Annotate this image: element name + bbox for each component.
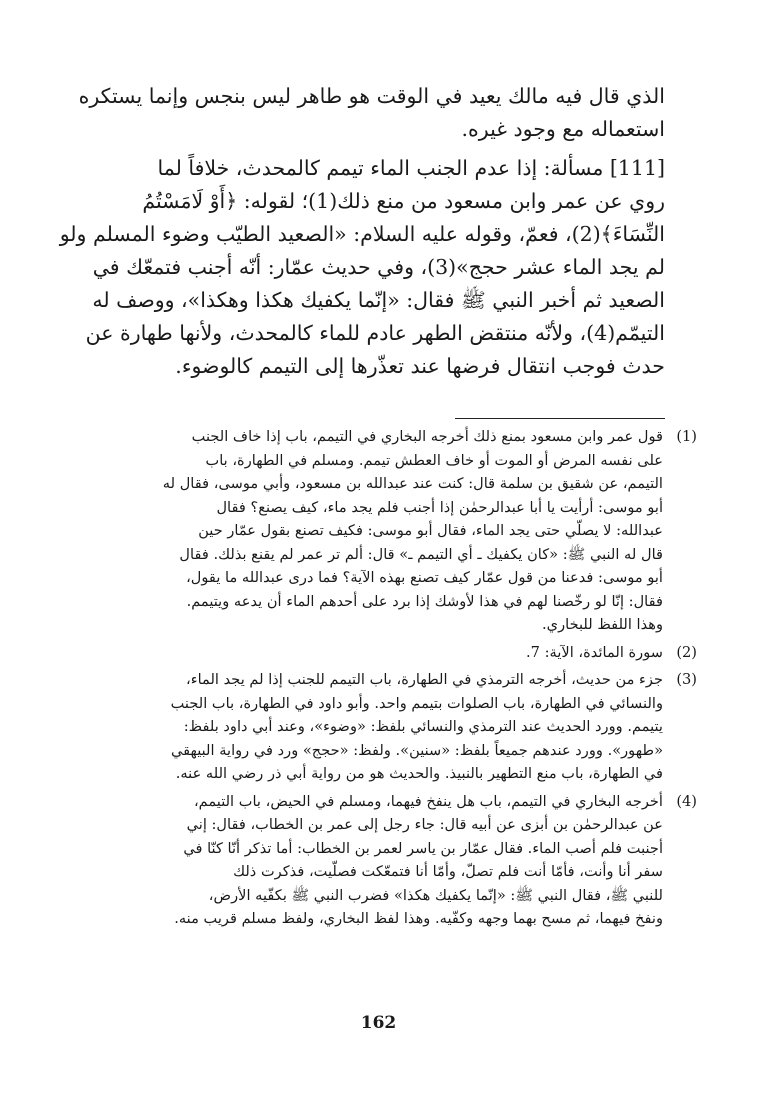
footnote-line: أخرجه البخاري في التيمم، باب هل ينفخ فيهما، ومسلم في الحيض، باب التيمم،: [193, 792, 663, 810]
footnote-2: [53, 641, 697, 665]
footnote-line: عن عبدالرحمٰن بن أبزى عن أبيه قال: جاء رجل إلى عمر بن الخطاب، فقال: إني: [186, 816, 663, 833]
footnote-line: يتيمم. وورد الحديث عند الترمذي والنسائي بلفظ: «وضوء»، وعند أبي داود بلفظ:: [183, 718, 663, 735]
text-line: [111] مسألة: إذا عدم الجنب الماء تيمم كالمحدث، خلافاً لما: [157, 156, 665, 180]
text-line: حدث فوجب انتقال فرضها عند تعذّرها إلى التيمم كالوضوء.: [175, 354, 665, 378]
main-paragraph-2: [53, 152, 665, 383]
text-line: لم يجد الماء عشر حجج»(3)، وفي حديث عمّار: أنّه أجنب فتمعّك في: [92, 255, 665, 279]
footnote-number: (1): [676, 428, 697, 445]
footnote-line: على نفسه المرض أو الموت أو خاف العطش تيمم. ومسلم في الطهارة، باب: [205, 451, 663, 469]
footnotes: [53, 425, 697, 935]
footnote-1: [53, 425, 697, 637]
footnote-4: [53, 790, 697, 931]
footnote-number: (4): [676, 792, 697, 810]
footnote-line: جزء من حديث، أخرجه الترمذي في الطهارة، باب التيمم للجنب إذا لم يجد الماء،: [186, 671, 663, 688]
text-line: الصعيد ثم أخبر النبي ﷺ فقال: «إنّما يكفيك هكذا وهكذا»، ووصف له: [92, 288, 665, 312]
main-paragraph-1: [53, 80, 665, 146]
page-number: 162: [360, 1013, 397, 1033]
text-line: التيمّم(4)، ولأنّه منتقض الطهر عادم للماء كالمحدث، ولأنها طهارة عن: [85, 321, 665, 345]
footnote-line: سفر أنا وأنت، فأمّا أنت فلم تصلّ، وأمّا أنا فتمعّكت فصلّيت، فذكرت ذلك: [233, 863, 663, 880]
footnote-line: وهذا اللفظ للبخاري.: [542, 616, 663, 633]
footnote-number: (3): [676, 671, 697, 688]
footnote-line: والنسائي في الطهارة، باب الصلوات بتيمم واحد. وأبو داود في الطهارة، باب الجنب: [170, 694, 663, 712]
footnote-line: أبو موسى: أرأيت يا أبا عبدالرحمٰن إذا أجنب فلم يجد ماء، كيف يصنع؟ فقال: [216, 498, 663, 516]
footnote-line: عبدالله: لا يصلّي حتى يجد الماء، فقال أبو موسى: فكيف تصنع بقول عمّار حين: [198, 522, 663, 539]
footnote-line: فقال: إنّا لو رخّصنا لهم في هذا لأوشك إذا برد على أحدهم الماء أن يدعه ويتيمم.: [186, 592, 663, 610]
text-line: الذي قال فيه مالك يعيد في الوقت هو طاهر ليس بنجس وإنما يستكره: [78, 84, 665, 108]
footnote-line: أجنبت فلم أصب الماء. فقال عمّار بن ياسر لعمر بن الخطاب: أما تذكر أنّا كنّا في: [183, 839, 663, 857]
footnote-divider: [455, 418, 665, 419]
footnote-line: في الطهارة، باب منع التطهير بالنبيذ. والحديث هو من رواية أبي ذر رضي الله عنه.: [175, 765, 663, 782]
text-line: روي عن عمر وابن مسعود من منع ذلك(1)؛ لقوله: ﴿أَوْ لَامَسْتُمُ: [142, 189, 665, 213]
text-line: استعماله مع وجود غيره.: [461, 117, 665, 141]
footnote-number: (2): [676, 643, 697, 661]
footnote-line: قال له النبي ﷺ: «كان يكفيك ـ أي التيمم ـ» قال: ألم تر عمر لم يقنع بذلك. فقال: [179, 545, 663, 563]
footnote-line: سورة المائدة، الآية: 7.: [526, 643, 663, 661]
footnote-line: ونفخ فيهما، ثم مسح بهما وجهه وكفّيه. وهذا لفظ البخاري، ولفظ مسلم قريب منه.: [174, 910, 663, 927]
footnote-line: أبو موسى: فدعنا من قول عمّار كيف تصنع بهذه الآية؟ فما درى عبدالله ما يقول،: [186, 569, 663, 586]
text-line: النِّسَاءَ﴾(2)، فعمّ، وقوله عليه السلام: «الصعيد الطيّب وضوء المسلم ولو: [59, 222, 665, 246]
footnote-3: [53, 668, 697, 786]
footnote-line: «طهور». وورد عندهم جميعاً بلفظ: «سنين». ولفظ: «حجج» ورد في رواية البيهقي: [170, 741, 663, 759]
footnote-line: قول عمر وابن مسعود بمنع ذلك أخرجه البخاري في التيمم، باب إذا خاف الجنب: [191, 428, 663, 445]
footnote-line: التيمم، عن شقيق بن سلمة قال: كنت عند عبدالله بن مسعود، وأبي موسى، فقال له: [162, 475, 663, 492]
footnote-line: للنبي ﷺ، فقال النبي ﷺ: «إنّما يكفيك هكذا» فضرب النبي ﷺ بكفّيه الأرض،: [208, 886, 663, 904]
